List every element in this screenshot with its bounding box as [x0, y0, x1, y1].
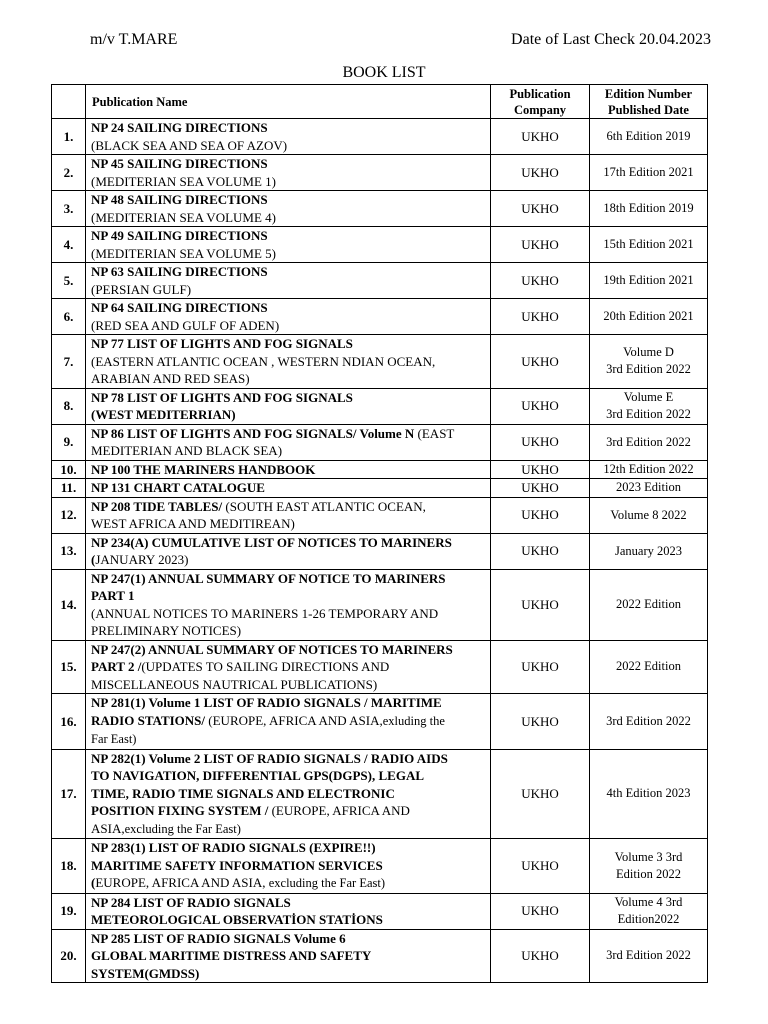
- table-row: [52, 497, 708, 533]
- publication-name: [86, 388, 491, 424]
- publication-name: [86, 119, 491, 155]
- edition-line: 2022 Edition: [616, 597, 681, 611]
- publication-name-segment: METEOROLOGICAL OBSERVATİON STATİONS: [91, 912, 383, 927]
- edition-info: [590, 929, 708, 983]
- edition-line: 6th Edition 2019: [606, 129, 691, 143]
- table-row: [52, 479, 708, 498]
- row-number: 1.: [52, 119, 86, 155]
- publication-name-segment: NP 208 TIDE TABLES/: [91, 498, 223, 514]
- edition-line: 3rd Edition 2022: [606, 434, 691, 449]
- row-number: 16.: [52, 694, 86, 750]
- publication-name-segment: NP 45 SAILING DIRECTIONS: [91, 156, 268, 171]
- edition-info: [590, 227, 708, 263]
- publication-name: [86, 640, 491, 694]
- publication-name: [86, 694, 491, 750]
- edition-line: Edition 2022: [616, 866, 681, 881]
- publication-company: UKHO: [491, 299, 590, 335]
- edition-info: [590, 479, 708, 498]
- publication-name-segment: TIME, RADIO TIME SIGNALS AND ELECTRONIC: [91, 785, 395, 801]
- edition-line: 4th Edition 2023: [606, 786, 691, 801]
- edition-info: [590, 299, 708, 335]
- publication-name: [86, 263, 491, 299]
- edition-line: 3rd Edition 2022: [606, 362, 691, 377]
- row-number: 12.: [52, 497, 86, 533]
- table-header-row: [52, 85, 708, 119]
- publication-name-segment: (MEDITERIAN SEA VOLUME 5): [91, 245, 276, 261]
- edition-info: [590, 155, 708, 191]
- publication-name-segment: NP 64 SAILING DIRECTIONS: [91, 300, 268, 315]
- ship-name: m/v T.MARE: [90, 31, 178, 48]
- edition-line: Volume D: [623, 345, 674, 360]
- row-number: 4.: [52, 227, 86, 263]
- edition-line: Volume 8 2022: [610, 507, 687, 522]
- publication-company: UKHO: [491, 749, 590, 839]
- publication-name-segment: (EAST: [414, 425, 455, 441]
- table-row: [52, 424, 708, 460]
- publication-company: UKHO: [491, 569, 590, 640]
- table-row: [52, 335, 708, 389]
- publication-name-segment: NP 247(2) ANNUAL SUMMARY OF NOTICES TO MARINERS: [91, 641, 453, 657]
- table-row: [52, 227, 708, 263]
- row-number: 5.: [52, 263, 86, 299]
- publication-name: [86, 335, 491, 389]
- table-row: [52, 155, 708, 191]
- header-edition-line-1: Edition Number: [604, 86, 693, 101]
- header-company-line-1: Publication: [509, 86, 571, 101]
- header-publication-company: [491, 85, 590, 119]
- edition-line: 12th Edition 2022: [603, 461, 694, 476]
- publication-company: UKHO: [491, 929, 590, 983]
- publication-company: UKHO: [491, 263, 590, 299]
- publication-name-segment: JANUARY 2023): [95, 552, 189, 567]
- publication-name: [86, 299, 491, 335]
- table-row: [52, 119, 708, 155]
- publication-company: UKHO: [491, 533, 590, 569]
- table-row: [52, 533, 708, 569]
- row-number: 19.: [52, 893, 86, 929]
- edition-line: 17th Edition 2021: [603, 165, 694, 179]
- publication-name: [86, 155, 491, 191]
- publication-name: [86, 533, 491, 569]
- row-number: 9.: [52, 424, 86, 460]
- publication-name-segment: (MEDITERIAN SEA VOLUME 1): [91, 173, 276, 189]
- publication-name: [86, 227, 491, 263]
- edition-line: Volume 4 3rd: [614, 895, 683, 909]
- row-number: 6.: [52, 299, 86, 335]
- publication-name-segment: (EASTERN ATLANTIC OCEAN , WESTERN NDIAN OCEAN,: [91, 353, 436, 369]
- edition-line: January 2023: [615, 543, 682, 558]
- publication-name-segment: WEST AFRICA AND MEDITIREAN): [91, 516, 295, 531]
- publication-name-segment: (: [91, 552, 96, 567]
- publication-company: UKHO: [491, 191, 590, 227]
- publication-name-segment: EUROPE, AFRICA AND ASIA,: [95, 875, 269, 890]
- edition-line: 3rd Edition 2022: [606, 407, 691, 421]
- publication-name: [86, 191, 491, 227]
- publication-name-segment: NP 63 SAILING DIRECTIONS: [91, 264, 268, 279]
- publication-company: UKHO: [491, 893, 590, 929]
- header-company-line-2: Company: [513, 102, 567, 117]
- publication-name-segment: (BLACK SEA AND SEA OF AZOV): [91, 137, 288, 153]
- publication-name-segment: (EUROPE, AFRICA AND ASIA,: [205, 712, 383, 728]
- publication-name-segment: PART 2 /: [91, 659, 142, 674]
- edition-info: [590, 893, 708, 929]
- edition-info: [590, 839, 708, 894]
- table-row: [52, 191, 708, 227]
- row-number: 8.: [52, 388, 86, 424]
- row-number: 2.: [52, 155, 86, 191]
- publication-name: [86, 893, 491, 929]
- table-row: [52, 460, 708, 479]
- publication-name-segment: (ANNUAL NOTICES TO MARINERS 1-26 TEMPORARY AND: [91, 605, 439, 621]
- publication-name-segment: NP 78 LIST OF LIGHTS AND FOG SIGNALS: [91, 389, 353, 405]
- row-number: 7.: [52, 335, 86, 389]
- table-row: [52, 749, 708, 839]
- publication-name-segment: (MEDITERIAN SEA VOLUME 4): [91, 209, 276, 225]
- publication-name-segment: (UPDATES TO SAILING DIRECTIONS AND: [141, 659, 390, 674]
- publication-name-segment: NP 100 THE MARINERS HANDBOOK: [91, 461, 316, 477]
- edition-info: [590, 119, 708, 155]
- publication-name-segment: ARABIAN AND RED SEAS): [91, 371, 250, 386]
- edition-info: [590, 335, 708, 389]
- publication-name-segment: ASIA,: [91, 820, 125, 836]
- publication-company: UKHO: [491, 335, 590, 389]
- table-row: [52, 694, 708, 750]
- publication-name-segment: PRELIMINARY NOTICES): [91, 623, 242, 638]
- publication-name-segment: NP 283(1) LIST OF RADIO SIGNALS (EXPIRE!!): [91, 840, 376, 855]
- edition-info: [590, 569, 708, 640]
- table-row: [52, 569, 708, 640]
- edition-info: [590, 694, 708, 750]
- publication-name-segment: NP 24 SAILING DIRECTIONS: [91, 120, 268, 135]
- publication-name-segment: NP 281(1) Volume 1 LIST OF RADIO SIGNALS / MARITIME: [91, 695, 442, 710]
- edition-line: 3rd Edition 2022: [606, 948, 691, 963]
- publication-name-segment: NP 284 LIST OF RADIO SIGNALS: [91, 894, 291, 910]
- publication-company: UKHO: [491, 640, 590, 694]
- publication-name-segment: excluding the Far East): [268, 876, 386, 890]
- header-number: [52, 85, 86, 119]
- row-number: 20.: [52, 929, 86, 983]
- table-row: [52, 839, 708, 894]
- publication-name-segment: (RED SEA AND GULF OF ADEN): [91, 317, 280, 333]
- publication-name-segment: NP 86 LIST OF LIGHTS AND FOG SIGNALS/ Volume N: [91, 425, 415, 441]
- publication-name-segment: SYSTEM(GMDSS): [91, 965, 200, 981]
- row-number: 3.: [52, 191, 86, 227]
- publication-name-segment: excluding the Far East): [124, 821, 241, 836]
- publication-name-segment: MARITIME SAFETY INFORMATION SERVICES: [91, 857, 383, 873]
- table-row: [52, 388, 708, 424]
- publication-name-segment: (WEST MEDITERRIAN): [91, 407, 236, 422]
- publication-name-segment: PART 1: [91, 588, 135, 603]
- publication-company: UKHO: [491, 839, 590, 894]
- publication-name-segment: (PERSIAN GULF): [91, 281, 192, 297]
- publication-name-segment: (SOUTH EAST ATLANTIC OCEAN,: [222, 498, 426, 514]
- publication-name: [86, 569, 491, 640]
- table-row: [52, 893, 708, 929]
- publication-name-segment: NP 77 LIST OF LIGHTS AND FOG SIGNALS: [91, 336, 353, 351]
- row-number: 18.: [52, 839, 86, 894]
- row-number: 11.: [52, 479, 86, 498]
- publication-name-segment: MISCELLANEOUS NAUTRICAL PUBLICATIONS): [91, 676, 378, 692]
- row-number: 13.: [52, 533, 86, 569]
- publication-name-segment: GLOBAL MARITIME DISTRESS AND SAFETY: [91, 948, 372, 963]
- publication-company: UKHO: [491, 694, 590, 750]
- edition-info: [590, 424, 708, 460]
- publication-company: UKHO: [491, 388, 590, 424]
- header-edition-line-2: Published Date: [608, 102, 689, 117]
- publication-name-segment: NP 49 SAILING DIRECTIONS: [91, 228, 268, 243]
- publication-name: [86, 424, 491, 460]
- last-check-date: Date of Last Check 20.04.2023: [511, 31, 711, 48]
- edition-line: Volume E: [623, 390, 674, 404]
- publication-name: [86, 749, 491, 839]
- edition-line: Edition2022: [617, 912, 680, 926]
- publication-name-segment: NP 282(1) Volume 2 LIST OF RADIO SIGNALS / RADIO AIDS: [91, 750, 448, 766]
- edition-line: 2023 Edition: [616, 480, 681, 495]
- row-number: 14.: [52, 569, 86, 640]
- publication-company: UKHO: [491, 479, 590, 498]
- publication-name-segment: NP 234(A) CUMULATIVE LIST OF NOTICES TO MARINERS: [91, 534, 452, 550]
- publication-name-segment: (: [91, 875, 96, 890]
- publication-name-segment: Far East): [91, 732, 137, 746]
- edition-line: 18th Edition 2019: [603, 201, 694, 215]
- table-row: [52, 929, 708, 983]
- publication-name: [86, 460, 491, 479]
- publication-name-segment: RADIO STATIONS/: [91, 712, 206, 728]
- publication-name-segment: NP 131 CHART CATALOGUE: [91, 480, 265, 495]
- publication-name-segment: MEDITERIAN AND BLACK SEA): [91, 443, 283, 458]
- publication-name-segment: NP 247(1) ANNUAL SUMMARY OF NOTICE TO MARINERS: [91, 570, 446, 586]
- publication-company: UKHO: [491, 424, 590, 460]
- edition-info: [590, 640, 708, 694]
- table-row: [52, 640, 708, 694]
- edition-line: 2022 Edition: [616, 659, 681, 674]
- edition-info: [590, 263, 708, 299]
- publication-company: UKHO: [491, 227, 590, 263]
- edition-info: [590, 191, 708, 227]
- document-header: [90, 30, 711, 50]
- row-number: 17.: [52, 749, 86, 839]
- edition-info: [590, 497, 708, 533]
- publication-company: UKHO: [491, 460, 590, 479]
- publication-company: UKHO: [491, 119, 590, 155]
- edition-line: 15th Edition 2021: [603, 237, 694, 251]
- header-edition: [590, 85, 708, 119]
- publication-name-segment: POSITION FIXING SYSTEM /: [91, 803, 269, 818]
- row-number: 15.: [52, 640, 86, 694]
- publication-name-segment: exluding the: [382, 713, 445, 728]
- publication-name: [86, 839, 491, 894]
- header-publication-name: Publication Name: [86, 85, 491, 119]
- page-title: BOOK LIST: [342, 64, 426, 81]
- table-row: [52, 263, 708, 299]
- publication-company: UKHO: [491, 155, 590, 191]
- row-number: 10.: [52, 460, 86, 479]
- edition-line: 3rd Edition 2022: [606, 713, 691, 728]
- publication-name-segment: (EUROPE, AFRICA AND: [268, 803, 410, 818]
- edition-info: [590, 749, 708, 839]
- publication-name-segment: NP 48 SAILING DIRECTIONS: [91, 192, 268, 207]
- book-list-table: [51, 84, 708, 983]
- publication-name: [86, 929, 491, 983]
- edition-info: [590, 460, 708, 479]
- edition-line: Volume 3 3rd: [614, 849, 683, 864]
- edition-line: 19th Edition 2021: [603, 273, 694, 287]
- publication-name: [86, 497, 491, 533]
- edition-line: 20th Edition 2021: [603, 309, 694, 323]
- publication-name-segment: TO NAVIGATION, DIFFERENTIAL GPS(DGPS), LEGAL: [91, 768, 425, 783]
- publication-name: [86, 479, 491, 498]
- table-row: [52, 299, 708, 335]
- publication-company: UKHO: [491, 497, 590, 533]
- edition-info: [590, 388, 708, 424]
- publication-name-segment: NP 285 LIST OF RADIO SIGNALS Volume 6: [91, 930, 346, 946]
- edition-info: [590, 533, 708, 569]
